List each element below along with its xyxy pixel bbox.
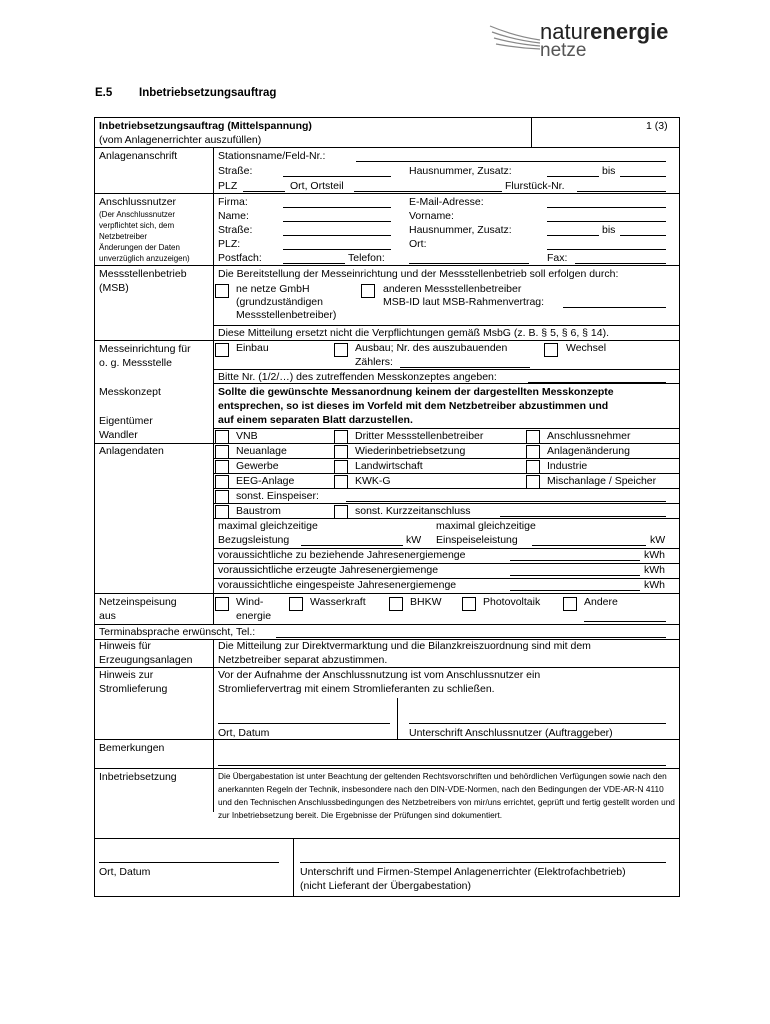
anlagenanschrift-label: Anlagenanschrift: [99, 150, 178, 162]
einbau-checkbox[interactable]: [215, 343, 229, 357]
nutzer-strasse-label: Straße:: [218, 224, 253, 236]
misch-checkbox[interactable]: [526, 475, 540, 489]
terminabsprache-field[interactable]: [276, 637, 666, 638]
flurstueck-label: Flurstück-Nr.: [505, 180, 565, 192]
einbau-label: Einbau: [236, 342, 269, 354]
hinweis-erzeugung-label: Erzeugungsanlagen: [99, 654, 193, 666]
errichter-unterschrift-note: (nicht Lieferant der Übergabestation): [300, 880, 472, 892]
msb-label-abbr: (MSB): [99, 282, 129, 294]
bemerkungen-label: Bemerkungen: [99, 742, 165, 754]
anschlussnehmer-label: Anschlussnehmer: [547, 430, 631, 442]
bezug-unit: kW: [406, 534, 422, 546]
vorname-label: Vorname:: [409, 210, 454, 222]
station-field[interactable]: [356, 161, 666, 162]
hinweis-erzeugung-text: Die Mitteilung zur Direktvermarktung und die Bilanzkreiszuordnung sind mit dem: [218, 640, 591, 652]
nutzer-ort-field[interactable]: [547, 249, 666, 250]
netzeinspeisung-label: aus: [99, 610, 116, 622]
inbetriebsetzung-label: Inbetriebsetzung: [99, 771, 177, 783]
anschlussnutzer-note: Änderungen der Daten: [99, 243, 180, 252]
hinweis-strom-label: Hinweis zur: [99, 669, 154, 681]
errichter-ort-datum-label: Ort, Datum: [99, 866, 151, 878]
jahresenergie-erzeugt-field[interactable]: [510, 575, 640, 576]
hinweis-strom-label: Stromlieferung: [99, 683, 168, 695]
nutzer-bis-field[interactable]: [620, 235, 666, 236]
msb-andere-checkbox[interactable]: [361, 284, 375, 298]
eeg-label: EEG-Anlage: [236, 475, 295, 487]
nutzer-ort-datum-field[interactable]: [218, 723, 390, 724]
speiser-field[interactable]: [346, 501, 666, 502]
nutzer-ort-label: Ort:: [409, 238, 427, 250]
logo-subline: netze: [540, 40, 587, 61]
postfach-label: Postfach:: [218, 252, 262, 264]
anschlussnutzer-note: Netzbetreiber: [99, 232, 148, 241]
messkonzept-label: Messkonzept: [99, 386, 161, 398]
gewerbe-label: Gewerbe: [236, 460, 279, 472]
zaehler-label: Zählers:: [355, 356, 393, 368]
anschlussnehmer-checkbox[interactable]: [526, 430, 540, 444]
bemerkungen-field[interactable]: [218, 765, 666, 766]
errichter-unterschrift-label: Unterschrift und Firmen-Stempel Anlagenerrichter (Elektrofachbetrieb): [300, 866, 626, 878]
form-title: Inbetriebsetzungsauftrag (Mittelspannung): [99, 120, 312, 132]
wechsel-checkbox[interactable]: [544, 343, 558, 357]
firma-field[interactable]: [283, 207, 391, 208]
anschrift-strasse-label: Straße:: [218, 165, 253, 177]
hinweis-strom-text: Stromliefervertrag mit einem Stromlieferanten zu schließen.: [218, 683, 495, 695]
bhkw-checkbox[interactable]: [389, 597, 403, 611]
terminabsprache-label: Terminabsprache erwünscht, Tel.:: [99, 626, 256, 638]
industrie-label: Industrie: [547, 460, 588, 472]
bezug-label: maximal gleichzeitige: [218, 520, 318, 532]
einspeis-unit: kW: [650, 534, 666, 546]
aenderung-checkbox[interactable]: [526, 445, 540, 459]
hinweis-strom-text: Vor der Aufnahme der Anschlussnutzung ist vom Anschlussnutzer ein: [218, 669, 541, 681]
anschrift-hausnummer-field[interactable]: [547, 176, 599, 177]
pv-checkbox[interactable]: [462, 597, 476, 611]
vorname-field[interactable]: [547, 221, 666, 222]
kurzzeit-field[interactable]: [500, 516, 666, 517]
hinweis-erzeugung-text: Netzbetreiber separat abzustimmen.: [218, 654, 388, 666]
einspeis-field[interactable]: [532, 545, 646, 546]
page-number: 1 (3): [646, 120, 668, 132]
form-subtitle: (vom Anlagenerrichter auszufüllen): [99, 134, 262, 146]
kwh-unit: kWh: [644, 564, 665, 576]
telefon-label: Telefon:: [348, 252, 385, 264]
msb-intro: Die Bereitstellung der Messeinrichtung und der Messstellenbetrieb soll erfolgen durch:: [218, 268, 619, 280]
neuanlage-label: Neuanlage: [236, 445, 287, 457]
name-field[interactable]: [283, 221, 391, 222]
flurstueck-field[interactable]: [577, 191, 666, 192]
anschlussnutzer-label: Anschlussnutzer: [99, 196, 177, 208]
nutzer-hausnummer-field[interactable]: [547, 235, 599, 236]
msb-netze-label: Messstellenbetreiber): [236, 309, 337, 321]
fax-label: Fax:: [547, 252, 568, 264]
nutzer-ort-datum-label: Ort, Datum: [218, 727, 270, 739]
anschrift-bis-field[interactable]: [620, 176, 666, 177]
pv-label: Photovoltaik: [483, 596, 541, 608]
msb-netze-label: ne netze GmbH: [236, 283, 310, 295]
vnb-checkbox[interactable]: [215, 430, 229, 444]
wandler-label: Wandler: [99, 429, 138, 441]
jahresenergie-eingespeist-field[interactable]: [510, 590, 640, 591]
ausbau-checkbox[interactable]: [334, 343, 348, 357]
anschrift-ort-field[interactable]: [354, 191, 502, 192]
anschlussnutzer-note: verpflichtet sich, dem: [99, 221, 175, 230]
station-label: Stationsname/Feld-Nr.:: [218, 150, 326, 162]
anschrift-ort-label: Ort, Ortsteil: [290, 180, 344, 192]
nutzer-strasse-field[interactable]: [283, 235, 391, 236]
messeinrichtung-label: Messeinrichtung für: [99, 343, 191, 355]
msb-id-field[interactable]: [563, 307, 666, 308]
bhkw-label: BHKW: [410, 596, 442, 608]
eigentuemer-label: Eigentümer: [99, 415, 153, 427]
vnb-label: VNB: [236, 430, 258, 442]
kwh-unit: kWh: [644, 579, 665, 591]
kwk-checkbox[interactable]: [334, 475, 348, 489]
naturenergie-logo-icon: [488, 18, 544, 58]
telefon-field[interactable]: [409, 263, 529, 264]
wasser-checkbox[interactable]: [289, 597, 303, 611]
nutzer-plz-field[interactable]: [283, 249, 391, 250]
speiser-checkbox[interactable]: [215, 490, 229, 504]
baustrom-checkbox[interactable]: [215, 505, 229, 519]
landwirtschaft-checkbox[interactable]: [334, 460, 348, 474]
netzeinspeisung-label: Netzeinspeisung: [99, 596, 177, 608]
wind-checkbox[interactable]: [215, 597, 229, 611]
jahresenergie-erzeugt-label: voraussichtliche erzeugte Jahresenergiemenge: [218, 564, 439, 576]
eeg-checkbox[interactable]: [215, 475, 229, 489]
jahresenergie-eingespeist-label: voraussichtliche eingespeiste Jahresenergiemenge: [218, 579, 457, 591]
gewerbe-checkbox[interactable]: [215, 460, 229, 474]
dritter-label: Dritter Messstellenbetreiber: [355, 430, 484, 442]
logo-wordmark: naturenergie: [540, 19, 669, 44]
nutzer-plz-label: PLZ:: [218, 238, 241, 250]
anschrift-hausnummer-label: Hausnummer, Zusatz:: [409, 165, 512, 177]
einspeis-label: maximal gleichzeitige: [436, 520, 536, 532]
messkonzept-warning: Sollte die gewünschte Messanordnung keinem der dargestellten Messkonzepte: [218, 386, 614, 398]
msb-netze-label: (grundzuständigen: [236, 296, 323, 308]
einspeis-label: Einspeiseleistung: [436, 534, 518, 546]
messkonzept-prompt: Bitte Nr. (1/2/…) des zutreffenden Messkonzeptes angeben:: [218, 371, 497, 383]
anschlussnutzer-note: (Der Anschlussnutzer: [99, 210, 176, 219]
anschrift-strasse-field[interactable]: [283, 176, 391, 177]
jahresenergie-bezug-label: voraussichtliche zu beziehende Jahresenergiemenge: [218, 549, 466, 561]
wind-label: energie: [236, 610, 272, 622]
landwirtschaft-label: Landwirtschaft: [355, 460, 423, 472]
messeinrichtung-label: o. g. Messstelle: [99, 357, 172, 369]
msb-andere-label: anderen Messstellenbetreiber: [383, 283, 522, 295]
errichter-ort-datum-field[interactable]: [99, 862, 279, 863]
name-label: Name:: [218, 210, 249, 222]
kurzzeit-label: sonst. Kurzzeitanschluss: [355, 505, 471, 517]
andere-label: Andere: [584, 596, 618, 608]
jahresenergie-bezug-field[interactable]: [510, 560, 640, 561]
wasser-label: Wasserkraft: [310, 596, 366, 608]
anlagendaten-label: Anlagendaten: [99, 445, 164, 457]
aenderung-label: Anlagenänderung: [547, 445, 630, 457]
errichter-unterschrift-field[interactable]: [300, 862, 666, 863]
andere-checkbox[interactable]: [563, 597, 577, 611]
kurzzeit-checkbox[interactable]: [334, 505, 348, 519]
wiederinbetrieb-label: Wiederinbetriebsetzung: [355, 445, 466, 457]
kwh-unit: kWh: [644, 549, 665, 561]
anschrift-plz-label: PLZ: [218, 180, 238, 192]
postfach-field[interactable]: [283, 263, 345, 264]
wiederinbetrieb-checkbox[interactable]: [334, 445, 348, 459]
hinweis-erzeugung-label: Hinweis für: [99, 640, 151, 652]
wechsel-label: Wechsel: [566, 342, 607, 354]
msb-note: Diese Mitteilung ersetzt nicht die Verpflichtungen gemäß MsbG (z. B. § 5, § 6, § 14).: [218, 327, 610, 339]
messkonzept-warning: auf einem separaten Blatt darzustellen.: [218, 414, 413, 426]
bezug-label: Bezugsleistung: [218, 534, 290, 546]
baustrom-label: Baustrom: [236, 505, 281, 517]
anschlussnutzer-note: unverzüglich anzuzeigen): [99, 254, 190, 263]
email-field[interactable]: [547, 207, 666, 208]
kwk-label: KWK-G: [355, 475, 391, 487]
wind-label: Wind-: [236, 596, 264, 608]
nutzer-bis-label: bis: [602, 224, 616, 236]
section-number: E.5: [95, 87, 113, 99]
msb-netze-checkbox[interactable]: [215, 284, 229, 298]
speiser-label: sonst. Einspeiser:: [236, 490, 319, 502]
messkonzept-field[interactable]: [528, 382, 666, 383]
fax-field[interactable]: [575, 263, 666, 264]
ausbau-label: Ausbau; Nr. des auszubauenden: [355, 342, 508, 354]
msb-label: Messstellenbetrieb: [99, 268, 187, 280]
andere-field[interactable]: [584, 621, 666, 622]
inbetriebsetzung-text: Die Übergabestation ist unter Beachtung der geltenden Rechtsvorschriften und behördlichen Verfügungen sowie nach den anerkannten Regeln der Technik, insbesondere nach den DIN-VDE-Normen, nach den Bedingungen der VDE-AR-N 4110 und den Technischen Anschlussbedingungen des Netzbetreibers von mir/uns errichtet, geprüft und fertig gestellt worden und zur Inbetriebsetzung bereit. Die Ergebnisse der Prüfungen sind dokumentiert.: [218, 771, 675, 820]
anschrift-bis-label: bis: [602, 165, 616, 177]
nutzer-hausnummer-label: Hausnummer, Zusatz:: [409, 224, 512, 236]
bezug-field[interactable]: [301, 545, 403, 546]
nutzer-unterschrift-label: Unterschrift Anschlussnutzer (Auftraggeber): [409, 727, 613, 739]
industrie-checkbox[interactable]: [526, 460, 540, 474]
neuanlage-checkbox[interactable]: [215, 445, 229, 459]
zaehler-field[interactable]: [400, 367, 530, 368]
messkonzept-warning: entsprechen, so ist dieses im Vorfeld mit dem Netzbetreiber abzustimmen und: [218, 400, 609, 412]
page-title: Inbetriebsetzungsauftrag: [139, 87, 277, 99]
misch-label: Mischanlage / Speicher: [547, 475, 657, 487]
msb-id-label: MSB-ID laut MSB-Rahmenvertrag:: [383, 296, 545, 308]
dritter-checkbox[interactable]: [334, 430, 348, 444]
firma-label: Firma:: [218, 196, 248, 208]
anschrift-plz-field[interactable]: [243, 191, 285, 192]
nutzer-unterschrift-field[interactable]: [409, 723, 666, 724]
email-label: E-Mail-Adresse:: [409, 196, 484, 208]
